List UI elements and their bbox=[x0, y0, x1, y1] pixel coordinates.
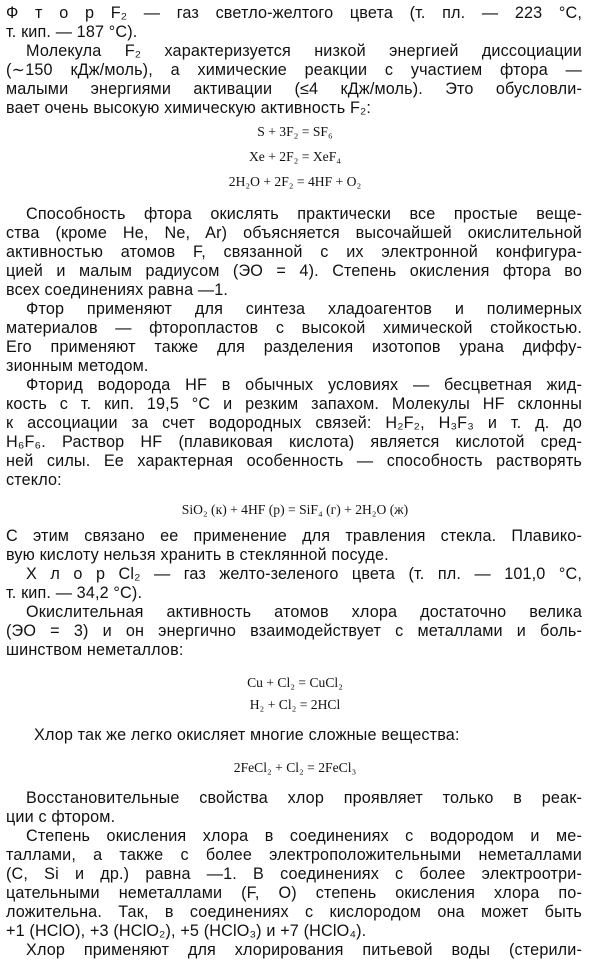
paragraph-line: Его применяют также для разделения изотопов урана диффу- bbox=[6, 338, 582, 356]
paragraph-line: т. кип. — 34,2 °С). bbox=[6, 584, 143, 602]
paragraph-line: ции с фтором. bbox=[6, 808, 116, 826]
paragraph-line: цией и малым радиусом (ЭО = 4). Степень окисления фтора во bbox=[6, 262, 582, 280]
paragraph-line: Хлор применяют для хлорирования питьевой воды (стерили- bbox=[26, 941, 582, 959]
paragraph-line: Х л о р Cl₂ — газ желто-зеленого цвета (т. пл. — 101,0 °С, bbox=[26, 565, 582, 583]
paragraph-line: +1 (HClO), +3 (HClO₂), +5 (HClO₃) и +7 (HClO₄). bbox=[6, 922, 367, 940]
paragraph-line: таллами, а также с более электроположительными неметаллами bbox=[6, 846, 582, 864]
equation: Cu + Cl₂ = CuCl₂ bbox=[247, 675, 343, 690]
paragraph-line: стекло: bbox=[6, 471, 62, 489]
paragraph-line: зионным методом. bbox=[6, 357, 149, 375]
paragraph-line: Хлор так же легко окисляет многие сложные вещества: bbox=[34, 726, 460, 744]
equation: 2H₂O + 2F₂ = 4HF + O₂ bbox=[228, 174, 362, 189]
equation: Xe + 2F₂ = XeF₄ bbox=[248, 149, 342, 164]
paragraph-line: ней силы. Ее характерная особенность — способность растворять bbox=[6, 452, 582, 470]
paragraph-line: Фтор применяют для синтеза хладоагентов и полимерных bbox=[26, 300, 582, 318]
paragraph-line: кость с т. кип. 19,5 °С и резким запахом. Молекулы HF склонны bbox=[6, 395, 582, 413]
paragraph-line: вает очень высокую химическую активность F₂: bbox=[6, 99, 372, 117]
paragraph-line: материалов — фторопластов с высокой химической стойкостью. bbox=[6, 319, 582, 337]
paragraph-line: Молекула F₂ характеризуется низкой энергией диссоциации bbox=[26, 42, 582, 60]
paragraph-line: малыми энергиями активации (≤4 кДж/моль). Это обусловли- bbox=[6, 80, 582, 98]
paragraph-line: вую кислоту нельзя хранить в стеклянной посуде. bbox=[6, 546, 389, 564]
equation: 2FeCl₂ + Cl₂ = 2FeCl₃ bbox=[233, 760, 357, 775]
paragraph-line: С этим связано ее применение для травления стекла. Плавико- bbox=[6, 527, 582, 545]
paragraph-line: цательными неметаллами (F, O) степень окисления хлора по- bbox=[6, 884, 582, 902]
paragraph-line: (∼150 кДж/моль), а химические реакции с участием фтора — bbox=[6, 61, 582, 79]
paragraph-line: (C, Si и др.) равна —1. В соединениях с более электроотри- bbox=[6, 865, 582, 883]
paragraph-line: активностью атомов F, связанной с их электронной конфигура- bbox=[6, 243, 582, 261]
paragraph-line: Степень окисления хлора в соединениях с водородом и ме- bbox=[26, 827, 582, 845]
paragraph-line: т. кип. — 187 °С). bbox=[6, 23, 138, 41]
paragraph-line: H₆F₆. Раствор HF (плавиковая кислота) является кислотой сред- bbox=[6, 433, 582, 451]
paragraph-line: Способность фтора окислять практически все простые веще- bbox=[26, 205, 582, 223]
paragraph-line: (ЭО = 3) и он энергично взаимодействует с металлами и боль- bbox=[6, 622, 582, 640]
paragraph-line: всех соединениях равна —1. bbox=[6, 281, 229, 299]
paragraph-line: Восстановительные свойства хлор проявляет только в реак- bbox=[26, 789, 582, 807]
paragraph-line: ложительна. Так, в соединениях с кислородом она может быть bbox=[6, 903, 582, 921]
paragraph-line: ства (кроме He, Ne, Ar) объясняется высочайшей окислительной bbox=[6, 224, 582, 242]
paragraph-line: Окислительная активность атомов хлора достаточно велика bbox=[26, 603, 582, 621]
paragraph-line: Ф т о р F₂ — газ светло-желтого цвета (т. пл. — 223 °С, bbox=[6, 4, 582, 22]
paragraph-line: Фторид водорода HF в обычных условиях — бесцветная жид- bbox=[26, 376, 582, 394]
equation: H₂ + Cl₂ = 2HCl bbox=[249, 697, 341, 712]
paragraph-line: к ассоциации за счет водородных связей: H₂F₂, H₃F₃ и т. д. до bbox=[6, 414, 582, 432]
equation: S + 3F₂ = SF₆ bbox=[257, 124, 333, 139]
paragraph-line: шинством неметаллов: bbox=[6, 641, 184, 659]
equation: SiO₂ (к) + 4HF (р) = SiF₄ (г) + 2H₂O (ж) bbox=[181, 502, 409, 517]
